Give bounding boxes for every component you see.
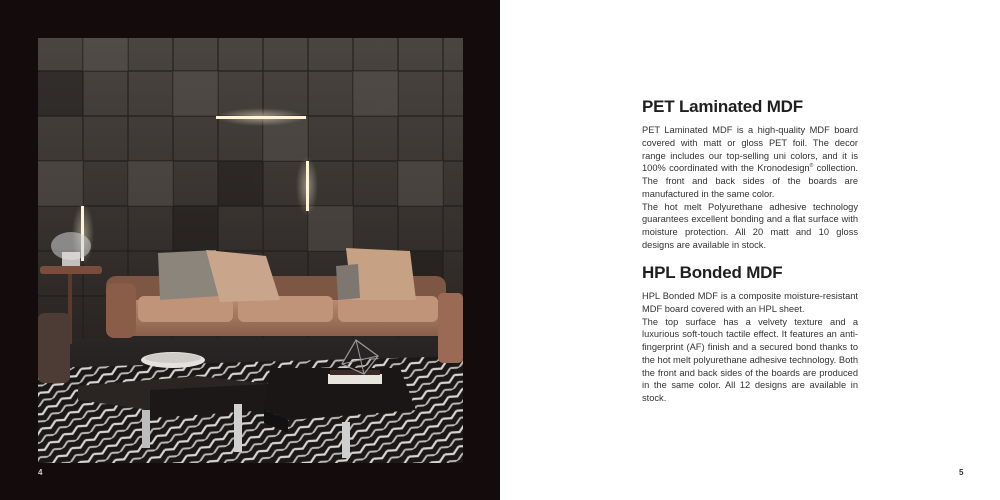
section-heading: HPL Bonded MDF [642,263,783,282]
page-number-right: 5 [959,468,964,477]
paragraph-text: PET Laminated MDF is a high-quality MDF board covered with matt or gloss PET foil. The decor range includes our top-selling uni colors, and it is 100% coordinated with the Kronodesign [642,125,858,174]
section-paragraph: The hot melt Polyurethane adhesive technology guarantees excellent bonding and a flat surface with moisture protection. All 20 matt and 10 gloss designs are available in stock. [642,201,858,250]
interior-photo [38,38,463,463]
paragraph-text: collection. The front and back sides of the boards are manufactured in the same color. [642,163,858,199]
living-room-image [38,38,463,463]
section-hpl-bonded-mdf [642,262,858,405]
section-paragraph: HPL Bonded MDF is a composite moisture-resistant MDF board covered with an HPL sheet. [642,291,858,314]
page-number-left: 4 [38,468,43,477]
section-heading: PET Laminated MDF [642,97,803,116]
section-pet-laminated-mdf [642,96,858,252]
registered-mark: ® [809,163,814,170]
section-paragraph: The top surface has a velvety texture and a luxurious soft-touch tactile effect. It features an anti-fingerprint (AF) finish and a secured bond thanks to the hot melt polyurethane adhesive technology. Both the front and back sides of the boards are produced in the same color. All 12 designs are available in stock. [642,316,858,403]
section-paragraph [642,124,858,201]
right-page [500,0,1000,500]
